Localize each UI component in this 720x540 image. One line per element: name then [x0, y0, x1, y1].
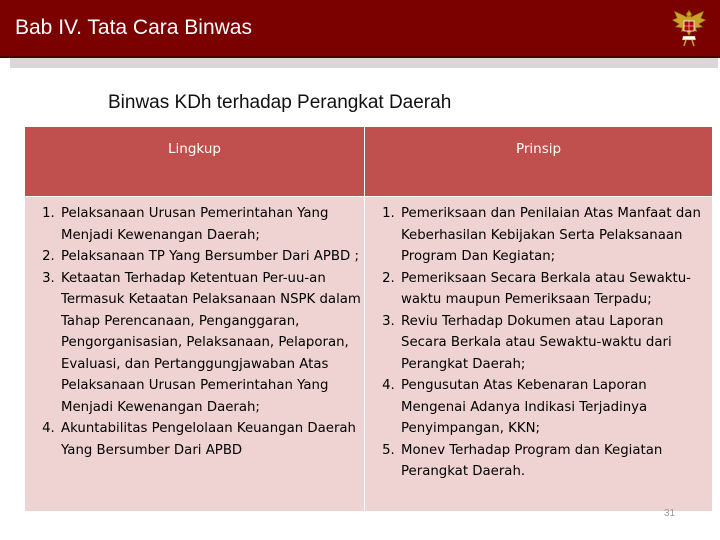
lingkup-cell — [25, 197, 365, 512]
list-item: 2. Pemeriksaan Secara Berkala atau Sewaktu-waktu maupun Pemeriksaan Terpadu; — [399, 268, 710, 311]
list-item: 5. Monev Terhadap Program dan Kegiatan Perangkat Daerah. — [399, 440, 710, 483]
list-item: 1. Pemeriksaan dan Penilaian Atas Manfaat dan Keberhasilan Kebijakan Serta Pelaksanaan Program Dan Kegiatan; — [399, 203, 710, 268]
column-header-prinsip: Prinsip — [365, 127, 713, 197]
table-header-row — [25, 127, 713, 197]
list-item: 3. Reviu Terhadap Dokumen atau Laporan Secara Berkala atau Sewaktu-waktu dari Perangkat Daerah; — [399, 311, 710, 376]
column-header-lingkup: Lingkup — [25, 127, 365, 197]
list-item: 3. Ketaatan Terhadap Ketentuan Per-uu-an Termasuk Ketaatan Pelaksanaan NSPK dalam Tahap Perencanaan, Penganggaran, Pengorganisasian, Pelaksanaan, Pelaporan, Evaluasi, dan Pertanggungjawaban Atas Pelaksanaan Urusan Pemerintahan Yang Menjadi Kewenangan Daerah; — [59, 268, 362, 419]
prinsip-list — [367, 203, 710, 483]
binwas-table — [24, 126, 713, 512]
slide-title: Binwas KDh terhadap Perangkat Daerah — [108, 92, 452, 113]
header-title: Bab IV. Tata Cara Binwas — [15, 16, 252, 39]
list-item: 1. Pelaksanaan Urusan Pemerintahan Yang Menjadi Kewenangan Daerah; — [59, 203, 362, 246]
list-item: 2. Pelaksanaan TP Yang Bersumber Dari APBD ; — [59, 246, 362, 268]
list-item: 4. Pengusutan Atas Kebenaran Laporan Mengenai Adanya Indikasi Terjadinya Penyimpangan, KKN; — [399, 375, 710, 440]
lingkup-list — [27, 203, 362, 461]
slide-header — [0, 0, 720, 58]
page-number: 31 — [664, 508, 676, 519]
header-divider — [10, 58, 718, 68]
table-row — [25, 197, 713, 512]
prinsip-cell — [365, 197, 713, 512]
list-item: 4. Akuntabilitas Pengelolaan Keuangan Daerah Yang Bersumber Dari APBD — [59, 418, 362, 461]
garuda-emblem-icon — [668, 6, 710, 50]
